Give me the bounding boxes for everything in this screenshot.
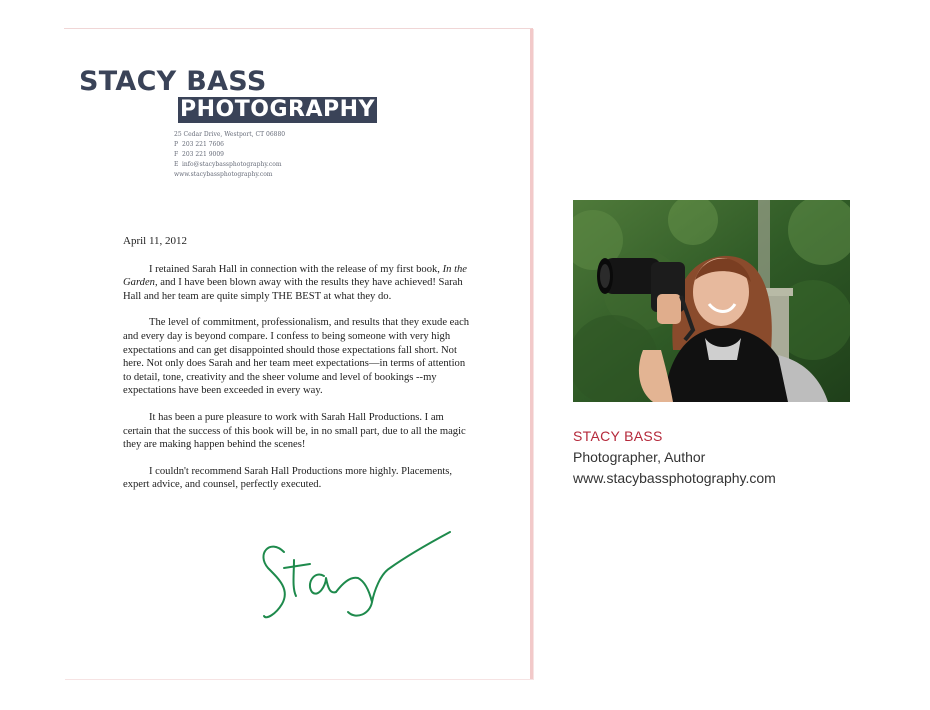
contact-phone-value: 203 221 7606: [182, 141, 224, 148]
caption-name: STACY BASS: [573, 428, 663, 444]
contact-email-value: info@stacybassphotography.com: [182, 161, 282, 168]
letter-date: April 11, 2012: [123, 235, 188, 247]
letter-paragraph-1: [123, 263, 475, 304]
letterhead-subtitle: PHOTOGRAPHY: [180, 97, 375, 122]
profile-photo: [573, 200, 850, 402]
contact-fax-value: 203 221 9009: [182, 151, 224, 158]
letterhead-contact: [174, 130, 285, 180]
paragraph-1-lead: I retained Sarah Hall in connection with the release of my first book,: [149, 263, 443, 275]
book-title: In the Garden: [123, 263, 468, 289]
contact-website: www.stacybassphotography.com: [174, 171, 273, 178]
signature-stroke-a: [310, 575, 336, 594]
contact-fax: F 203 221 9009: [174, 151, 224, 158]
caption-role: Photographer, Author: [573, 449, 706, 465]
signature-stroke-t: [284, 560, 310, 596]
letter-paragraph-4: I couldn't recommend Sarah Hall Productions more highly. Placements, expert advice, and counsel, perfectly executed.: [123, 465, 453, 491]
signature-stroke-s: [263, 547, 284, 618]
contact-email: E info@stacybassphotography.com: [174, 161, 282, 168]
letter-paragraph-2: The level of commitment, professionalism, and results that they exude each and every day is beyond compare. I confess to being someone with very high expectations and can get disappointed should those expectations fall short. Not here. Not only does Sarah and her team meet expectations—in terms of attention to detail, tone, creativity and the sheer volume and level of bookings --my expectations have been exceeded in every way.: [123, 317, 470, 397]
contact-phone: P 203 221 7606: [174, 141, 224, 148]
signature: [254, 524, 454, 624]
caption-website[interactable]: www.stacybassphotography.com: [573, 470, 776, 486]
letter-paragraph-3: It has been a pure pleasure to work with Sarah Hall Productions. I am certain that the success of this book will be, in no small part, due to all the magic they are making happen behind the scenes!: [123, 411, 466, 451]
signature-stroke-loop: [348, 602, 372, 616]
contact-address: 25 Cedar Drive, Westport, CT 06880: [174, 131, 286, 138]
letterhead-name: STACY BASS: [79, 66, 267, 97]
testimonial-letter: [64, 28, 533, 679]
letter-body: [123, 235, 475, 505]
signature-stroke-cy: [336, 532, 450, 602]
paragraph-1-rest: , and I have been blown away with the results they have achieved! Sarah Hall and her team are quite simply THE BEST at what they do.: [123, 277, 463, 302]
